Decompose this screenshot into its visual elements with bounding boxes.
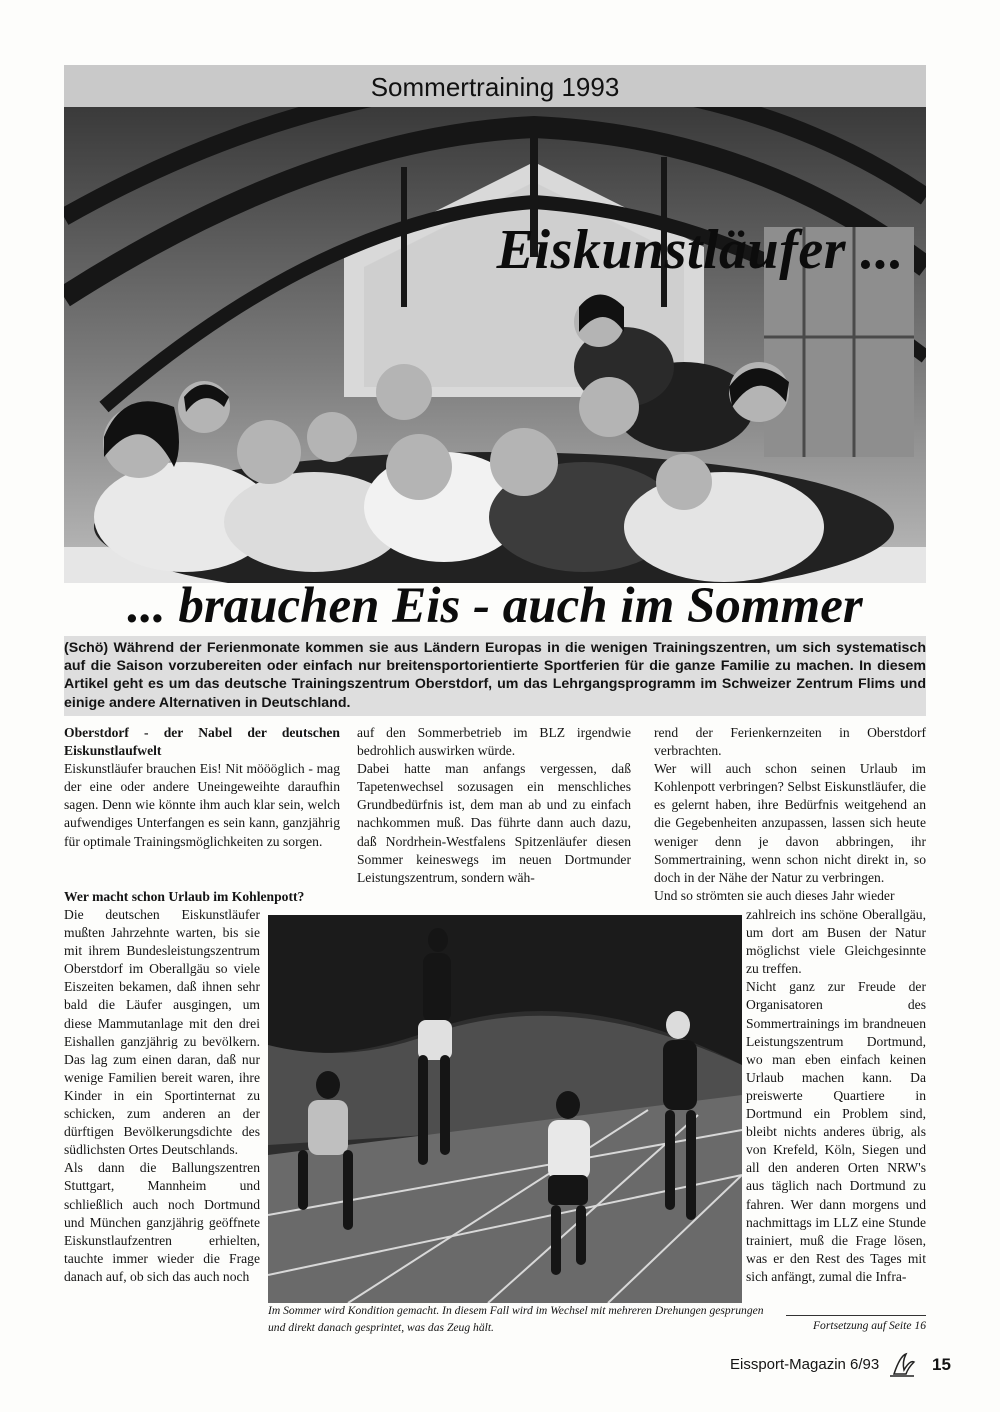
runners-photo xyxy=(268,915,742,1303)
hero-photo xyxy=(64,107,926,583)
col2-paragraph-2: Dabei hatte man anfangs vergessen, daß Tapetenwechsel sozusagen ein menschliches Grundbedürfnis ist, dem man ab und zu einfach nachkommen muß. Das führte dann auch dazu, daß Nordrhein-Westfalens Spitzenläufer diesen Sommer keineswegs im neuen Dortmunder Leistungszentrum, sondern wäh- xyxy=(357,761,631,885)
col1-paragraph-3: Als dann die Ballungszentren Stuttgart, Mannheim und schließlich auch noch Dortmund und München ganzjährig geöffnete Eiskunstlaufzentren erhielten, tauchte immer wieder die Frage danach auf, ob sich das auch noch xyxy=(64,1160,260,1284)
section-title: Sommertraining 1993 xyxy=(370,72,620,102)
column-1-top xyxy=(64,724,340,851)
subhead-kohlenpott-block xyxy=(64,888,340,906)
col3-paragraph-3a: Und so strömten sie auch dieses Jahr wieder xyxy=(654,887,895,903)
page-footer xyxy=(700,1350,955,1380)
lead-paragraph: (Schö) Während der Ferienmonate kommen sie aus Ländern Europas in die wenigen Trainingszentren, um sich systematisch auf die Saison vorzubereiten oder einfach nur breitensportorientierte Sportferien für die ganze Familie zu machen. In diesem Artikel geht es um das deutsche Trainingszentrum Oberstdorf, um das Lehrgangsprogramm im Schweizer Zentrum Flims und einige andere Alternativen in Deutschland. xyxy=(64,636,926,716)
col1-paragraph-1: Eiskunstläufer brauchen Eis! Nit möööglich - mag der eine oder andere Uneingeweihte daraufhin sagen. Denn wie könnte ihm auch klar sein, welch aufwendiges Unterfangen es sein kann, ganzjährig für optimale Trainingsmöglichkeiten zu sorgen. xyxy=(64,761,340,849)
hero-photo-graphic xyxy=(64,107,926,583)
subhead-oberstdorf: Oberstdorf - der Nabel der deutschen Eiskunstlaufwelt xyxy=(64,725,340,759)
col1-paragraph-2: Die deutschen Eiskunstläufer mußten Jahrzehnte warten, bis sie mit ihrem Bundesleistungszentrum Oberstdorf im Oberallgäu so viele Eiszeiten bekamen, daß ihnen sehr bald die Läufer ausgingen, um diese Mammutanlage mit den drei Eishallen ganzjährig zu bevölkern. Das lag zum einen daran, daß nur wenige Familien bereit waren, ihre Kinder in ein Sportinternat zu schicken, zum anderen an der dürftigen Bevölkerungsdichte des südlichsten Ortes Deutschlands. xyxy=(64,907,260,1158)
col3-paragraph-4: Nicht ganz zur Freude der Organisatoren des Sommertrainings im brandneuen Leistungszentrum Dortmund, wo man eben einfach keinen Urlaub machen kann. Da preiswerte Quartiere in Dortmund ein Problem sind, bleibt nichts anderes übrig, als von Krefeld, Köln, Siegen und all den anderen Orten NRW's aus täglich nach Dortmund zu fahren. Wer dann morgens und nachmittags im LLZ eine Stunde trainiert, muß die Frage lösen, was er den Rest des Tages mit sich anfängt, zumal die Infra- xyxy=(746,979,926,1284)
col2-paragraph-1: auf den Sommerbetrieb im BLZ irgendwie bedrohlich auswirken würde. xyxy=(357,725,631,759)
column-1-bottom xyxy=(64,906,260,1286)
continuation-rule xyxy=(786,1315,926,1316)
photo-caption: Im Sommer wird Kondition gemacht. In diesem Fall wird im Wechsel mit mehreren Drehungen gesprungen und direkt danach gesprintet, was das Zeug hält. xyxy=(268,1304,764,1334)
col3-paragraph-1: rend der Ferienkernzeiten in Oberstdorf verbrachten. xyxy=(654,725,926,759)
page-number: 15 xyxy=(932,1355,951,1374)
column-3-top xyxy=(654,724,926,905)
column-2 xyxy=(357,724,631,887)
continuation-note: Fortsetzung auf Seite 16 xyxy=(812,1319,926,1332)
col3-paragraph-2: Wer will auch schon seinen Urlaub im Kohlenpott verbringen? Selbst Eiskunstläufer, die es gelernt haben, ihre Bedürfnis weitgehend an die Gegebenheiten anzupassen, lassen sich heute weniger denn je davon abbringen, ihr Sommertraining, wenn schon nicht direkt in, so doch in der Nähe der Natur zu verbringen. xyxy=(654,761,926,885)
headline-line1: Eiskunstläufer ... xyxy=(496,219,904,281)
subhead-kohlenpott: Wer macht schon Urlaub im Kohlenpott? xyxy=(64,889,305,904)
skater-logo-icon xyxy=(888,1352,916,1389)
runners-photo-graphic xyxy=(268,915,742,1303)
section-banner xyxy=(64,65,926,107)
column-3-bottom xyxy=(746,906,926,1286)
headline-line2: ... brauchen Eis - auch im Sommer xyxy=(127,578,863,634)
col3-paragraph-3b: zahlreich ins schöne Oberallgäu, um dort am Busen der Natur möglichst viele Gleichgesinnte zu treffen. xyxy=(746,907,926,977)
magazine-issue: Eissport-Magazin 6/93 xyxy=(730,1356,880,1373)
